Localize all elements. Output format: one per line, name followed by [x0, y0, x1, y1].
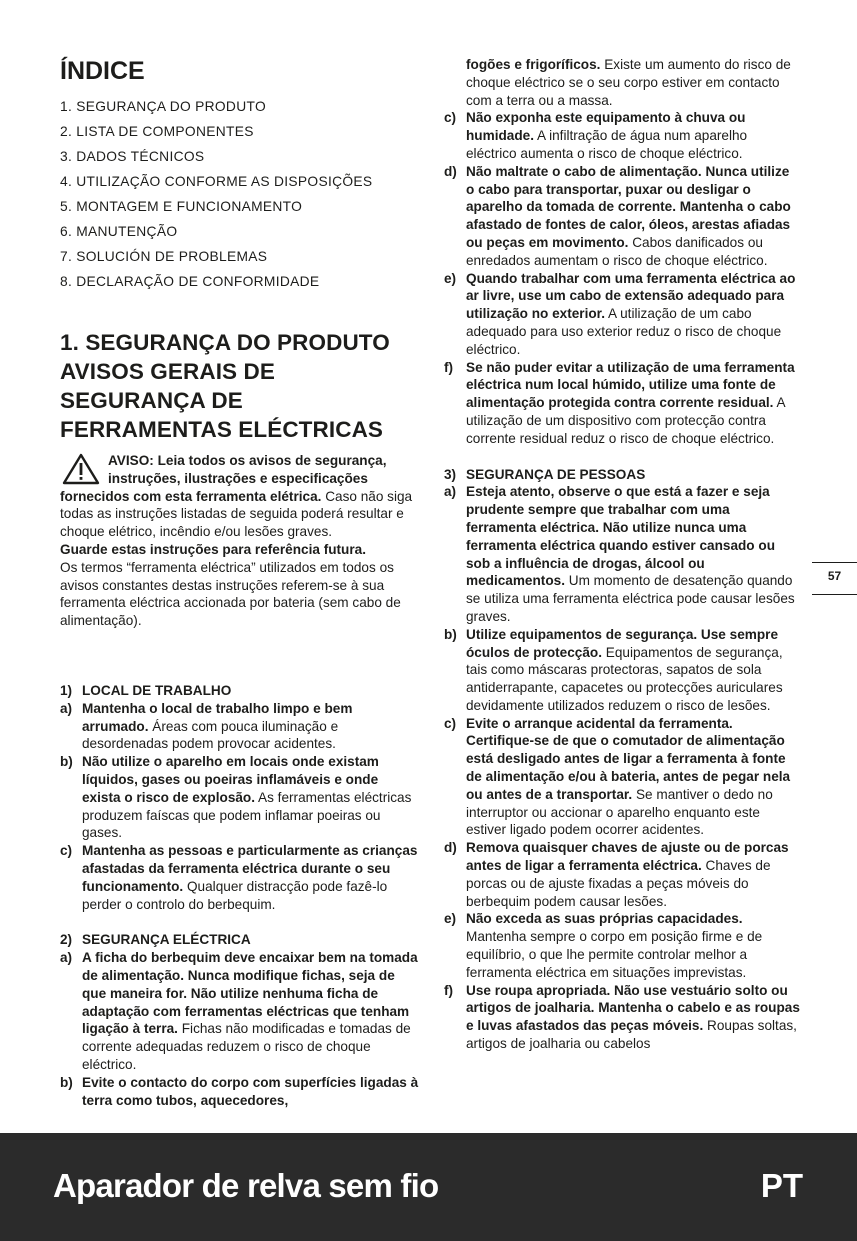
page-number: 57: [827, 569, 842, 583]
subsection-title: 1) LOCAL DE TRABALHO: [60, 682, 232, 698]
toc-item[interactable]: 1. SEGURANÇA DO PRODUTO: [60, 99, 266, 114]
list-item: d) Não maltrate o cabo de alimentação. Nunca utilize o cabo para transportar, puxar ou desligar o aparelho da tomada de corrente. Mantenha o cabo afastado de fontes de calor, óleos, arestas afiadas ou peças em movimento. Cabos danificados ou enredados aumentam o risco de choque eléctrico.: [444, 163, 791, 268]
list-item: e) Não exceda as suas próprias capacidades. Mantenha sempre o corpo em posição firme e de equilíbrio, o que lhe permite controlar melhor a ferramenta eléctrica em situações imprevistas.: [444, 911, 763, 980]
page-number-rule-top: [812, 562, 857, 563]
toc-item[interactable]: 8. DECLARAÇÃO DE CONFORMIDADE: [60, 274, 320, 289]
list-item: a) A ficha do berbequim deve encaixar bem na tomada de alimentação. Nunca modifique fichas, seja de que maneira for. Não utilize nenhuma ficha de adaptação com ferramentas eléctricas que tenham ligação à terra. Fichas não modificadas e tomadas de corrente adequadas reduzem o risco de choque eléctrico.: [60, 950, 418, 1072]
subsection-title: 3) SEGURANÇA DE PESSOAS: [444, 466, 646, 482]
footer-bar: [0, 1133, 857, 1241]
list-item: b) Utilize equipamentos de segurança. Use sempre óculos de protecção. Equipamentos de segurança, tais como máscaras protectoras, sapatos de sola antiderrapante, capacetes ou protecções auriculares devidamente utilizados reduzem o risco de lesões.: [444, 626, 783, 713]
section-heading: 1. SEGURANÇA DO PRODUTO AVISOS GERAIS DE SEGURANÇA DE FERRAMENTAS ELÉCTRICAS: [60, 330, 390, 442]
list-item: d) Remova quaisquer chaves de ajuste ou de porcas antes de ligar a ferramenta eléctrica. Chaves de porcas ou de ajuste fixadas a peças móveis do berbequim podem causar lesões.: [444, 840, 789, 909]
toc-item[interactable]: 4. UTILIZAÇÃO CONFORME AS DISPOSIÇÕES: [60, 174, 373, 189]
toc-item[interactable]: 2. LISTA DE COMPONENTES: [60, 124, 254, 139]
list-item: b) Não utilize o aparelho em locais onde existam líquidos, gases ou poeiras inflamáveis e onde exista o risco de explosão. As ferramentas eléctricas produzem faíscas que podem inflamar poeiras ou gases.: [60, 754, 412, 841]
list-item-continuation: fogões e frigoríficos. Existe um aumento do risco de choque eléctrico se o seu corpo estiver em contacto com a terra ou a massa.: [466, 57, 791, 108]
subsection-title: 2) SEGURANÇA ELÉCTRICA: [60, 932, 251, 948]
list-item: e) Quando trabalhar com uma ferramenta eléctrica ao ar livre, use um cabo de extensão adequado para utilização no exterior. A utilização de um cabo adequado para uso exterior reduz o risco de choque eléctrico.: [444, 270, 796, 357]
list-item: c) Mantenha as pessoas e particularmente as crianças afastadas da ferramenta eléctrica durante o seu funcionamento. Qualquer distracção pode fazê-lo perder o controlo do berbequim.: [60, 843, 418, 912]
terms-paragraph: Os termos “ferramenta eléctrica” utilizados em todos os avisos constantes destas instruções referem-se à sua ferramenta eléctrica accionada por bateria (sem cabo de alimentação).: [60, 559, 401, 629]
toc-item[interactable]: 5. MONTAGEM E FUNCIONAMENTO: [60, 199, 303, 214]
toc-item[interactable]: 3. DADOS TÉCNICOS: [60, 149, 205, 164]
warning-bold-text: AVISO: Leia todos os avisos de segurança, instruções, ilustrações e especificações fornecidos com esta ferramenta elétrica.: [60, 453, 387, 504]
left-column: [60, 54, 420, 1109]
keep-instructions: Guarde estas instruções para referência futura.: [60, 541, 366, 557]
right-column: [444, 56, 800, 1053]
warning-text: Caso não siga todas as instruções listadas de seguida poderá resultar e choque elétrico, incêndio e/ou lesões graves.: [60, 488, 413, 540]
toc-item[interactable]: 7. SOLUCIÓN DE PROBLEMAS: [60, 249, 268, 264]
table-of-contents: [60, 94, 420, 294]
warning-triangle-icon: [62, 453, 100, 485]
list-item: a) Mantenha o local de trabalho limpo e bem arrumado. Áreas com pouca iluminação e desordenadas podem provocar acidentes.: [60, 700, 353, 752]
language-code: PT: [760, 1167, 803, 1204]
list-item: a) Esteja atento, observe o que está a fazer e seja prudente sempre que trabalhar com uma ferramenta eléctrica. Não utilize nunca uma ferramenta eléctrica quando estiver cansado ou sob a influência de drogas, álcool ou medicamentos. Um momento de desatenção quando se utiliza uma ferramenta eléctrica pode causar lesões graves.: [444, 484, 795, 624]
footer-title: Aparador de relva sem fio: [53, 1167, 439, 1204]
toc-item[interactable]: 6. MANUTENÇÃO: [60, 224, 178, 239]
list-item: c) Evite o arranque acidental da ferramenta. Certifique-se de que o comutador de alimentação está desligado antes de ligar a ferramenta à fonte de alimentação e/ou à bateria, antes de pegar nela ou antes de a transportar. Se mantiver o dedo no interruptor ou accionar o aparelho enquanto este estiver ligado podem ocorrer acidentes.: [444, 715, 791, 838]
index-title: ÍNDICE: [60, 57, 145, 85]
page-number-rule-bottom: [812, 594, 857, 595]
list-item: c) Não exponha este equipamento à chuva ou humidade. A infiltração de água num aparelho eléctrico aumenta o risco de choque eléctrico.: [444, 110, 748, 161]
list-item: f) Se não puder evitar a utilização de uma ferramenta eléctrica num local húmido, utilize uma fonte de alimentação protegida contra corrente residual. A utilização de um dispositivo com protecção contra corrente residual reduz o risco de choque eléctrico.: [444, 359, 795, 446]
warning-block: [60, 452, 420, 630]
list-item: f) Use roupa apropriada. Não use vestuário solto ou artigos de joalharia. Mantenha o cabelo e as roupas e luvas afastados das peças móveis. Roupas soltas, artigos de joalharia ou cabelos: [444, 982, 800, 1052]
list-item: b) Evite o contacto do corpo com superfícies ligadas à terra como tubos, aquecedores,: [60, 1074, 419, 1108]
